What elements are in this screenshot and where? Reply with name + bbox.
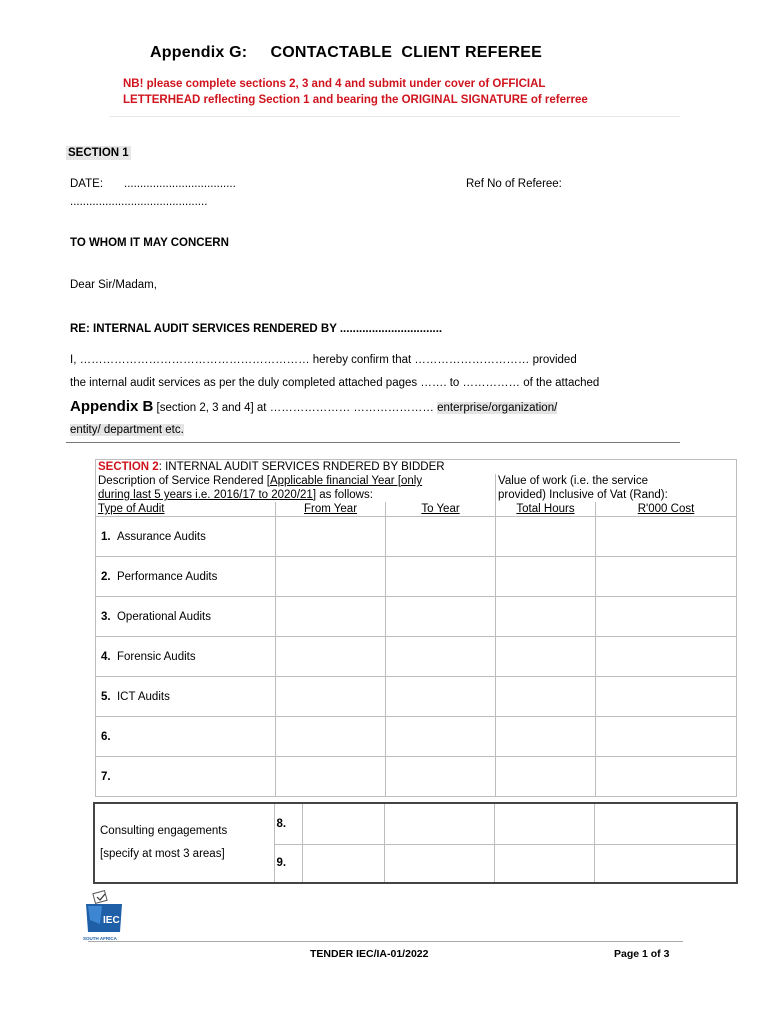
row-number: 1.: [101, 530, 111, 543]
section-2-title-row: [96, 460, 737, 475]
consulting-table: [93, 802, 738, 884]
description-cell: [96, 474, 496, 502]
total-hours-input[interactable]: [494, 803, 594, 844]
cost-input[interactable]: [594, 844, 737, 883]
row-label-cell[interactable]: [96, 757, 276, 797]
consulting-label-cell: [94, 803, 274, 883]
to-whom-heading: TO WHOM IT MAY CONCERN: [70, 237, 229, 249]
to-year-input[interactable]: [386, 677, 496, 717]
consulting-row-number: 8.: [274, 803, 302, 844]
row-label-cell: [96, 677, 276, 717]
cost-input[interactable]: [596, 597, 737, 637]
page-title: Appendix G: CONTACTABLE CLIENT REFEREE: [150, 44, 543, 61]
appendix-b-text[interactable]: [section 2, 3 and 4] at ………………… …………………: [153, 402, 434, 414]
value-cell: [496, 474, 737, 502]
to-year-input[interactable]: [386, 757, 496, 797]
total-hours-input[interactable]: [496, 557, 596, 597]
logo-subtext: SOUTH AFRICA: [83, 936, 117, 941]
to-year-input[interactable]: [386, 517, 496, 557]
from-year-input[interactable]: [276, 757, 386, 797]
column-header-row: [96, 502, 737, 517]
row-label: ICT Audits: [116, 690, 170, 703]
row-label-cell[interactable]: [96, 717, 276, 757]
row-label: Performance Audits: [116, 570, 218, 583]
salutation: Dear Sir/Madam,: [70, 279, 157, 291]
nb-notice-line-2: LETTERHEAD reflecting Section 1 and bearing the ORIGINAL SIGNATURE of referree: [123, 94, 588, 106]
to-year-input[interactable]: [386, 557, 496, 597]
total-hours-input[interactable]: [496, 717, 596, 757]
appendix-b-label: Appendix B: [70, 398, 154, 415]
total-hours-input[interactable]: [494, 844, 594, 883]
ballot-box-icon: [82, 890, 126, 942]
description-line-2a: during last 5 years i.e. 2016/17 to 2020/21]: [98, 489, 317, 501]
to-year-input[interactable]: [386, 717, 496, 757]
row-number: 6.: [101, 730, 111, 743]
section-2-title-cell: [96, 460, 737, 475]
description-line-2b: as follows:: [316, 489, 373, 501]
table-row-operational: [96, 597, 737, 637]
appendix-b-line: [70, 398, 557, 415]
table-row-assurance: [96, 517, 737, 557]
entity-label: entity/ department etc.: [70, 424, 184, 436]
row-number: 2.: [101, 570, 111, 583]
nb-notice-line-1: NB! please complete sections 2, 3 and 4 and submit under cover of OFFICIAL: [123, 78, 546, 90]
cost-input[interactable]: [596, 677, 737, 717]
consulting-label-2: [specify at most 3 areas]: [100, 848, 225, 860]
to-year-input[interactable]: [386, 637, 496, 677]
consulting-row-8: [94, 803, 737, 844]
table-row-forensic: [96, 637, 737, 677]
col-total-hours: Total Hours: [496, 502, 596, 517]
col-type-of-audit: Type of Audit: [96, 502, 276, 517]
cost-input[interactable]: [596, 637, 737, 677]
cost-input[interactable]: [596, 717, 737, 757]
date-field-continued[interactable]: ...........................................: [70, 196, 208, 208]
consulting-label-1: Consulting engagements: [100, 825, 228, 837]
table-row-ict: [96, 677, 737, 717]
row-number: 3.: [101, 610, 111, 623]
enterprise-label: enterprise/organization/: [437, 402, 558, 414]
description-line-1a: Description of Service Rendered [: [98, 475, 270, 487]
ref-no-label: Ref No of Referee:: [466, 178, 562, 190]
date-label: DATE:: [70, 178, 104, 190]
row-label-cell: [96, 517, 276, 557]
section-2-table: [95, 459, 737, 797]
from-year-input[interactable]: [276, 557, 386, 597]
row-label-cell: [96, 597, 276, 637]
col-from-year: From Year: [276, 502, 386, 517]
confirm-line[interactable]: I, …………………………………………………… hereby confirm that ………………………… provided: [70, 354, 577, 366]
table-row-7: [96, 757, 737, 797]
row-number: 4.: [101, 650, 111, 663]
iec-logo: [82, 890, 126, 947]
total-hours-input[interactable]: [496, 597, 596, 637]
section-2-desc-row: [96, 474, 737, 502]
cost-input[interactable]: [596, 517, 737, 557]
value-line-1: Value of work (i.e. the service: [498, 475, 648, 487]
date-field[interactable]: ...................................: [124, 178, 236, 190]
page-number: Page 1 of 3: [614, 948, 670, 960]
total-hours-input[interactable]: [496, 637, 596, 677]
consulting-area-input[interactable]: [302, 803, 384, 844]
total-hours-input[interactable]: [496, 677, 596, 717]
from-year-input[interactable]: [276, 517, 386, 557]
from-year-input[interactable]: [276, 597, 386, 637]
col-to-year: To Year: [386, 502, 496, 517]
from-year-input[interactable]: [276, 677, 386, 717]
section-2-title: SECTION 2: [98, 461, 159, 473]
row-label: Assurance Audits: [116, 530, 206, 543]
cost-input[interactable]: [596, 757, 737, 797]
header-divider: [110, 116, 680, 117]
table-row-performance: [96, 557, 737, 597]
total-hours-input[interactable]: [496, 757, 596, 797]
consulting-row-number: 9.: [274, 844, 302, 883]
total-hours-input[interactable]: [496, 517, 596, 557]
row-label-cell: [96, 637, 276, 677]
from-year-input[interactable]: [276, 637, 386, 677]
cost-input[interactable]: [596, 557, 737, 597]
from-year-input[interactable]: [276, 717, 386, 757]
logo-text: IEC: [103, 915, 120, 926]
consulting-area-input[interactable]: [302, 844, 384, 883]
table-row-6: [96, 717, 737, 757]
value-line-2: provided) Inclusive of Vat (Rand):: [498, 489, 668, 501]
col-cost: R'000 Cost: [596, 502, 737, 517]
to-year-input[interactable]: [384, 844, 494, 883]
row-label: Forensic Audits: [116, 650, 196, 663]
description-line-1b: Applicable financial Year [only: [269, 475, 423, 487]
section-1-heading: SECTION 1: [68, 147, 129, 159]
to-year-input[interactable]: [386, 597, 496, 637]
row-label-cell: [96, 557, 276, 597]
row-number: 7.: [101, 770, 111, 783]
attached-pages-line[interactable]: the internal audit services as per the duly completed attached pages ……. to …………… of the attached: [70, 377, 600, 389]
to-year-input[interactable]: [384, 803, 494, 844]
section-1-divider: [66, 442, 680, 443]
re-line[interactable]: RE: INTERNAL AUDIT SERVICES RENDERED BY ................................: [70, 323, 443, 335]
section-2-subtitle: : INTERNAL AUDIT SERVICES RNDERED BY BIDDER: [158, 461, 445, 473]
tender-number: TENDER IEC/IA-01/2022: [310, 948, 429, 960]
cost-input[interactable]: [594, 803, 737, 844]
row-label: Operational Audits: [116, 610, 211, 623]
footer-divider: [88, 941, 683, 942]
row-number: 5.: [101, 690, 111, 703]
